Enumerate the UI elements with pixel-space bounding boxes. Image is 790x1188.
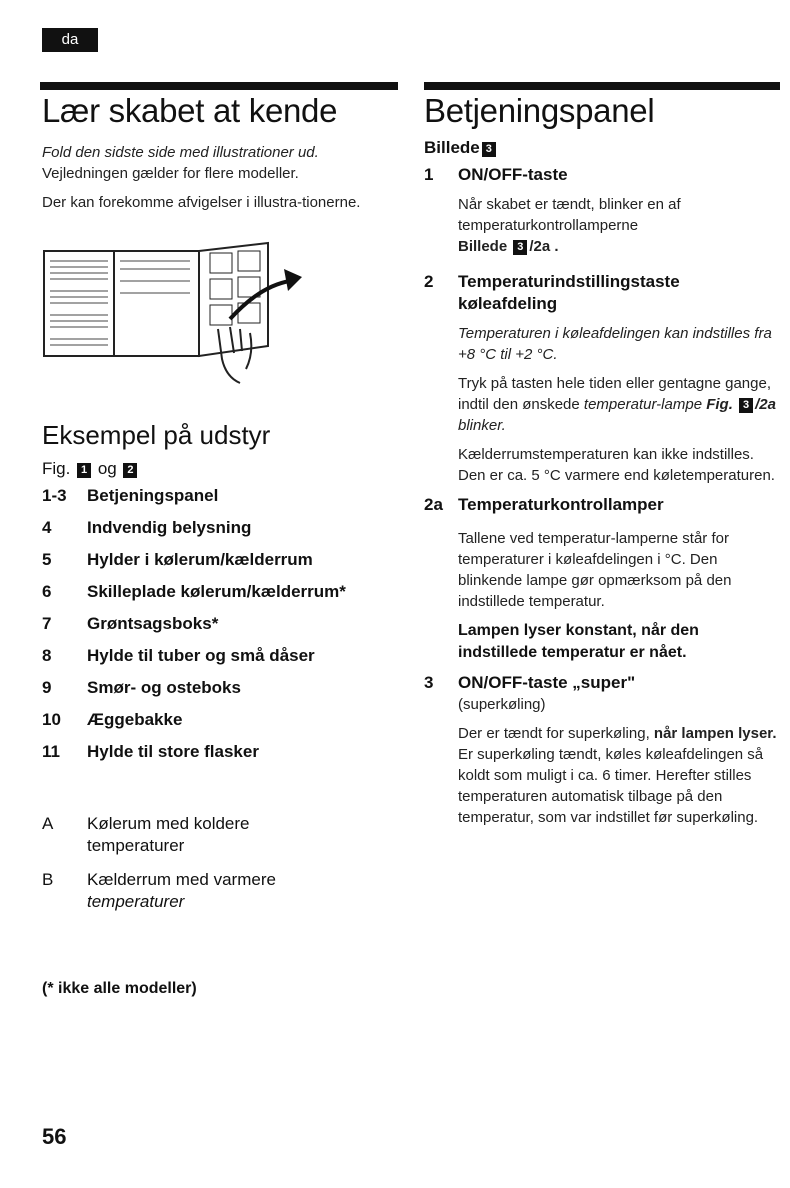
fig-badge-2: 2 xyxy=(123,463,137,478)
left-column xyxy=(42,92,398,923)
fig-reference: Fig. 1 og 2 xyxy=(42,459,398,479)
deviation-note: Der kan forekomme afvigelser i illustra-tionerne. xyxy=(42,194,361,211)
intro-text: Vejledningen gælder for flere modeller. xyxy=(42,165,299,182)
list-item: 5 Hylder i kølerum/kælderrum xyxy=(42,550,313,569)
fig-badge-3: 3 xyxy=(513,240,527,255)
fig-badge-3: 3 xyxy=(482,142,496,157)
control-item-title: 2 Temperaturindstillingstaste køleafdeling xyxy=(424,272,680,313)
control-item-body: Når skabet er tændt, blinker en af temperaturkontrollamperne Billede 3 /2a . xyxy=(458,196,681,255)
fig-badge-3: 3 xyxy=(739,398,753,413)
list-item: 10 Æggebakke xyxy=(42,710,183,729)
equipment-heading: Eksempel på udstyr xyxy=(42,420,271,450)
list-item: 8 Hylde til tuber og små dåser xyxy=(42,646,315,665)
main-heading-left: Lær skabet at kende xyxy=(42,92,338,129)
intro-italic: Fold den sidste side med illustrationer ud. xyxy=(42,144,319,161)
zone-item: A Kølerum med koldere temperaturer xyxy=(42,814,250,855)
language-tag: da xyxy=(42,28,98,52)
right-column xyxy=(424,92,782,836)
main-heading-right: Betjeningspanel xyxy=(424,92,655,129)
control-item-title: 1 ON/OFF-taste xyxy=(424,165,568,184)
control-item-title: 3 ON/OFF-taste „super" xyxy=(424,673,636,692)
section-rule-right xyxy=(424,82,780,90)
footnote: (* ikke alle modeller) xyxy=(42,980,197,997)
list-item: 11 Hylde til store flasker xyxy=(42,742,259,761)
zone-item: B Kælderrum med varmere temperaturer xyxy=(42,870,276,911)
list-item: 1-3 Betjeningspanel xyxy=(42,486,219,505)
list-item: 4 Indvendig belysning xyxy=(42,518,252,537)
section-rule-left xyxy=(40,82,398,90)
list-item: 6 Skilleplade kølerum/kælderrum* xyxy=(42,582,346,601)
page-number: 56 xyxy=(42,1124,67,1149)
list-item: 9 Smør- og osteboks xyxy=(42,678,241,697)
list-item: 7 Grøntsagsboks* xyxy=(42,614,219,633)
control-item-title: 2a Temperaturkontrollamper xyxy=(424,495,664,514)
control-item-body: (superkøling) Der er tændt for superkøling, når lampen lyser. Er superkøling tændt, køles køleafdelingen så koldt som muligt i ca. 6 timer. Herefter stilles temperaturen automatisk tilbage på den temperatur, som var indstillet før superkøling. xyxy=(458,696,777,826)
fold-out-illustration xyxy=(40,241,320,391)
control-item-body: Temperaturen i køleafdelingen kan indstilles fra +8 °C til +2 °C. Tryk på tasten hele tiden eller gentagne gange, indtil den ønskede temperatur-lampe Fig. 3 /2a blinker. Kælderrumstemperaturen kan ikke indstilles. Den er ca. 5 °C varmere end køletemperaturen. xyxy=(458,325,776,484)
fig-badge-1: 1 xyxy=(77,463,91,478)
control-item-body: Tallene ved temperatur-lamperne står for temperaturer i køleafdelingen i °C. Den blinkende lampe gør opmærksom på den indstillede temperatur. Lampen lyser konstant, når den indstillede temperatur er nået. xyxy=(458,530,732,661)
fig-label: Billede 3 xyxy=(424,138,782,158)
